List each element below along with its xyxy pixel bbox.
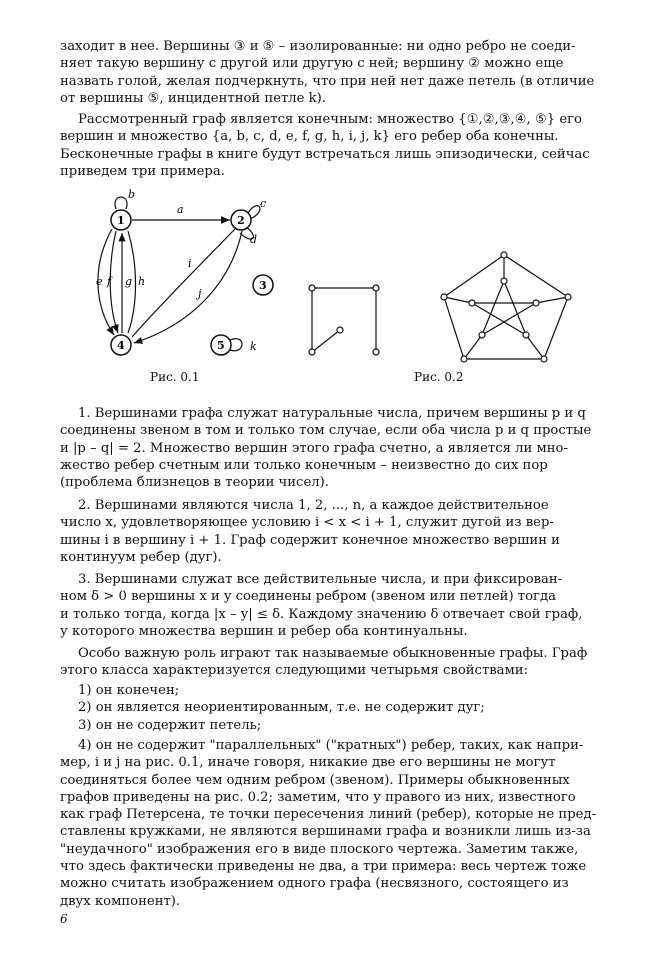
edge-label-k: k bbox=[250, 340, 257, 353]
text-line: жество ребер счетным или только конечным – неизвестно до сих пор bbox=[60, 457, 548, 473]
text-line: этого класса характеризуется следующими четырьмя свойствами: bbox=[60, 663, 529, 679]
edge-b-loop bbox=[115, 197, 127, 209]
text-line: приведем три примера. bbox=[60, 163, 225, 179]
text-line: графов приведены на рис. 0.2; заметим, что у правого из них, известного bbox=[60, 789, 576, 805]
figure-0-2-petersen-graph bbox=[438, 245, 578, 370]
list-item: 1) он конечен; bbox=[78, 683, 180, 698]
edge-label-i: i bbox=[188, 257, 192, 270]
text-line: континуум ребер (дуг). bbox=[60, 549, 222, 565]
text-line: от вершины ⑤, инцидентной петле k). bbox=[60, 90, 326, 106]
vertex-label-2: 2 bbox=[237, 214, 245, 227]
vertex-label-1: 1 bbox=[117, 214, 125, 227]
edge-label-g: g bbox=[125, 275, 133, 288]
text-line: как граф Петерсена, те точки пересечения линий (ребер), которые не пред- bbox=[60, 807, 597, 823]
figure-0-2-caption: Рис. 0.2 bbox=[414, 370, 464, 384]
paragraph-3 bbox=[60, 405, 600, 491]
text-line: "неудачного" изображения его в виде плоского чертежа. Заметим также, bbox=[60, 841, 579, 857]
text-line: няет такую вершину с другой или другую с ней; вершину ② можно еще bbox=[60, 56, 564, 72]
text-line: ном δ > 0 вершины x и y соединены ребром (звеном или петлей) тогда bbox=[60, 589, 556, 605]
edge-label-a: a bbox=[177, 203, 184, 216]
text-line: шины i в вершину i + 1. Граф содержит конечное множество вершин и bbox=[60, 532, 560, 548]
list-item: 3) он не содержит петель; bbox=[78, 717, 262, 733]
text-line: что здесь фактически приведены не два, а три примера: весь чертеж тоже bbox=[60, 859, 587, 875]
paragraph-1 bbox=[60, 38, 600, 107]
text-line: соединены звеном в том и только том случае, если оба числа p и q простые bbox=[60, 423, 592, 439]
text-line: Бесконечные графы в книге будут встречаться лишь эпизодически, сейчас bbox=[60, 146, 590, 162]
text-line: число x, удовлетворяющее условию i < x < i + 1, служит дугой из вер- bbox=[60, 515, 554, 531]
text-line: Особо важную роль играют так называемые обыкновенные графы. Граф bbox=[78, 646, 588, 661]
paragraph-5 bbox=[60, 571, 600, 640]
edge-label-b: b bbox=[128, 188, 136, 201]
text-line: соединяться более чем одним ребром (звеном). Примеры обыкновенных bbox=[60, 772, 570, 788]
paragraph-2 bbox=[60, 111, 600, 180]
edge-k-loop bbox=[230, 339, 242, 351]
edge-label-e: e bbox=[96, 275, 103, 288]
paragraph-4 bbox=[60, 497, 600, 566]
text-line: назвать голой, желая подчеркнуть, что при ней нет даже петель (в отличие bbox=[60, 73, 595, 89]
vertex-label-3: 3 bbox=[259, 279, 267, 292]
edge-label-h: h bbox=[138, 275, 146, 288]
text-line: 3. Вершинами служат все действительные числа, и при фиксирован- bbox=[78, 572, 563, 587]
text-line: заходит в нее. Вершины ③ и ⑤ – изолированные: ни одно ребро не соеди- bbox=[60, 39, 576, 54]
vertex-label-4: 4 bbox=[117, 339, 125, 352]
figure-0-1-caption: Рис. 0.1 bbox=[150, 370, 200, 384]
paragraph-7 bbox=[60, 737, 600, 910]
text-line: 4) он не содержит "параллельных" ("кратных") ребер, таких, как напри- bbox=[78, 738, 584, 753]
property-list bbox=[60, 682, 600, 734]
text-line: ставлены кружками, не являются вершинами графа и возникли лишь из-за bbox=[60, 824, 591, 840]
text-line: и только тогда, когда |x – y| ≤ δ. Каждому значению δ отвечает свой граф, bbox=[60, 606, 583, 622]
edge-label-d: d bbox=[250, 233, 258, 246]
page-number: 6 bbox=[60, 912, 68, 926]
figure-0-1-graph bbox=[80, 185, 290, 385]
text-line: вершин и множество {a, b, c, d, e, f, g, h, i, j, k} его ребер оба конечны. bbox=[60, 129, 559, 145]
figure-0-2-small-graph bbox=[300, 270, 390, 365]
list-item: 2) он является неориентированным, т.е. не содержит дуг; bbox=[78, 700, 485, 716]
edge-label-j: j bbox=[198, 287, 202, 300]
text-line: Рассмотренный граф является конечным: множество {①,②,③,④, ⑤} его bbox=[78, 112, 582, 127]
text-line: 2. Вершинами являются числа 1, 2, ..., n, а каждое действительное bbox=[78, 498, 549, 513]
text-line: и |p – q| = 2. Множество вершин этого графа счетно, а является ли мно- bbox=[60, 440, 568, 456]
text-line: мер, i и j на рис. 0.1, иначе говоря, никакие две его вершины не могут bbox=[60, 755, 556, 771]
vertex-label-5: 5 bbox=[217, 339, 225, 352]
text-line: 1. Вершинами графа служат натуральные числа, причем вершины p и q bbox=[78, 406, 586, 421]
text-line: можно считать изображением одного графа (несвязного, состоящего из bbox=[60, 876, 569, 892]
text-line: (проблема близнецов в теории чисел). bbox=[60, 475, 329, 491]
text-line: двух компонент). bbox=[60, 893, 181, 909]
edge-label-f: f bbox=[107, 275, 112, 288]
edge-f bbox=[110, 231, 118, 333]
text-line: у которого множества вершин и ребер оба континуальны. bbox=[60, 623, 468, 639]
edge-j bbox=[134, 231, 242, 343]
edge-label-c: c bbox=[260, 197, 267, 210]
paragraph-6 bbox=[60, 645, 600, 680]
